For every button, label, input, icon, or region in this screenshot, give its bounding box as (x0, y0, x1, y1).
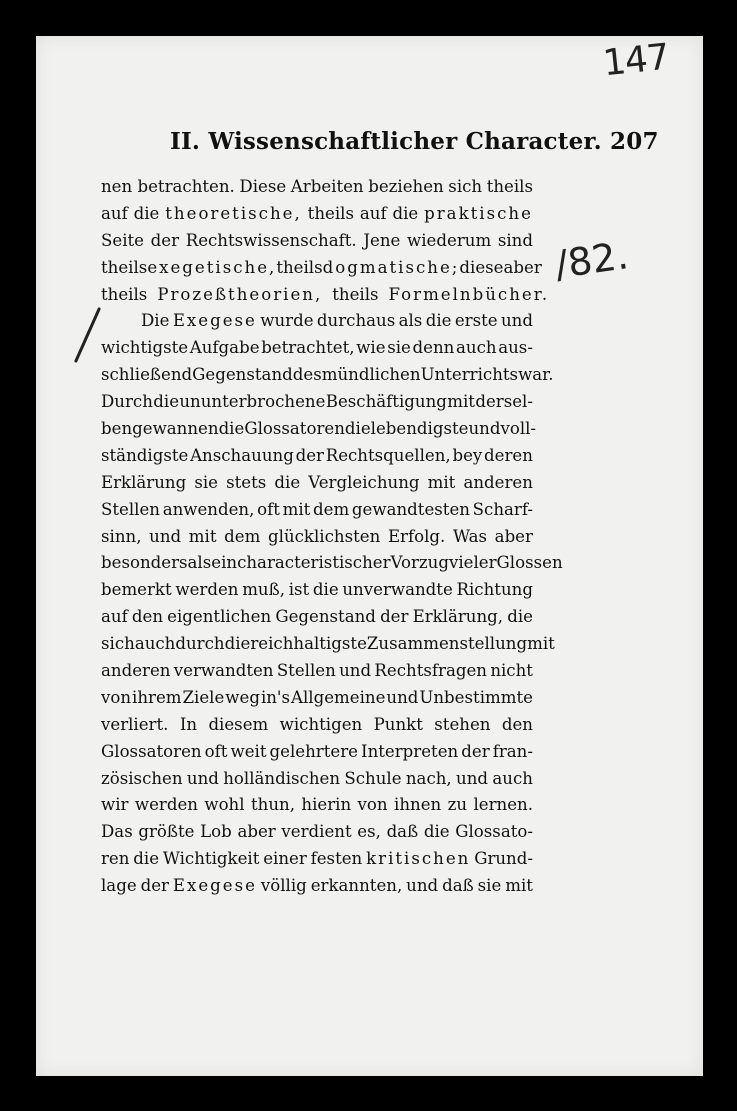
word: lage (101, 876, 137, 896)
word: aber (494, 526, 533, 546)
word: festen (310, 849, 363, 869)
word: Das (101, 822, 133, 842)
text-line (101, 524, 533, 551)
word: voll- (500, 419, 537, 439)
word: weit (230, 741, 267, 761)
handwritten-page-number: 147 (601, 36, 671, 85)
word: reichhaltigste (250, 634, 367, 654)
word: erkannten, (310, 876, 403, 896)
text-line (101, 604, 533, 631)
word: glücklichsten (268, 526, 381, 546)
word: anwenden, (162, 499, 255, 519)
word: Was (452, 526, 488, 546)
word: gewandtesten (351, 499, 470, 519)
text-line (101, 497, 533, 524)
word: Vorzug (390, 553, 449, 573)
word: besonders (101, 553, 188, 573)
word: Stellen (276, 661, 336, 681)
word: fran- (492, 741, 533, 761)
word: durch (175, 634, 225, 654)
word: dem (224, 526, 261, 546)
word: Gegenstand (275, 607, 376, 627)
word: dem (313, 499, 350, 519)
word: Durch (101, 392, 153, 412)
word: unverwandte (342, 580, 453, 600)
word: Seite (101, 230, 144, 250)
word: war. (518, 365, 554, 385)
word: sich (101, 634, 135, 654)
word: theils (332, 284, 379, 304)
word: Grund- (474, 849, 533, 869)
word: wiederum (407, 230, 492, 250)
text-line (101, 577, 533, 604)
handwritten-folio-number: /82. (552, 233, 631, 287)
word: und (500, 311, 533, 331)
word: aus- (498, 338, 533, 358)
word: Diese (239, 177, 287, 196)
word: die (423, 822, 450, 842)
word: von (357, 795, 388, 815)
text-line (101, 389, 533, 416)
word: Glossatoren (244, 419, 345, 439)
word: und (339, 661, 372, 681)
word: daß (442, 876, 474, 896)
word: und (456, 768, 489, 788)
word: beziehen (368, 177, 444, 196)
word: erste (454, 311, 498, 331)
word: ein (211, 553, 238, 573)
word: theils (101, 284, 148, 304)
word: und (149, 526, 182, 546)
word: Glossato- (455, 822, 533, 842)
word: betrachtet, (261, 338, 355, 358)
word: der (380, 607, 409, 627)
word: sich (448, 177, 483, 196)
word: nen betrachten. (101, 177, 235, 196)
word: mit (527, 634, 555, 654)
word: die (425, 311, 452, 331)
word: holländischen (223, 768, 341, 788)
word: mit (505, 876, 533, 896)
word: auch (134, 634, 176, 654)
running-header: II. Wissenschaftlicher Character. 207 (170, 128, 659, 155)
word: ist (288, 580, 310, 600)
text-line (101, 658, 533, 685)
word: sie (477, 876, 502, 896)
word: Stellen (101, 499, 160, 519)
word: Zusammenstellung (366, 634, 528, 654)
text-line (101, 308, 533, 335)
word: characteristischer (237, 553, 391, 573)
text-line (101, 873, 533, 900)
word: diese (459, 257, 504, 277)
word: völlig (260, 876, 307, 896)
text-line (101, 282, 550, 309)
word: theils (307, 203, 354, 223)
word: anderen (463, 472, 533, 492)
word: Vergleichung (308, 472, 420, 492)
word: werden (134, 795, 198, 815)
word: die (392, 203, 419, 223)
text-line (101, 416, 537, 443)
word: und (468, 419, 501, 439)
word: eigentlichen (167, 607, 272, 627)
word: mit (282, 499, 311, 519)
word: stets (226, 472, 267, 492)
word: denn (412, 338, 455, 358)
word: ren (101, 849, 130, 869)
word: oft (257, 499, 280, 519)
word: praktische (424, 203, 533, 223)
text-line (101, 362, 554, 389)
word: aber (503, 257, 542, 277)
text-line (101, 255, 542, 282)
word: sinn, (101, 526, 142, 546)
word: mündlichen (321, 365, 421, 385)
word: bemerkt (101, 580, 172, 600)
word: die (133, 203, 160, 223)
text-line (101, 335, 533, 362)
text-line (101, 712, 533, 739)
text-line (101, 846, 533, 873)
word: die (312, 580, 339, 600)
word: der (140, 876, 169, 896)
word: zösischen (101, 768, 183, 788)
word: wir (101, 795, 129, 815)
word: ununterbrochene (179, 392, 326, 412)
word: schließend (101, 365, 193, 385)
word: Exegese (172, 876, 257, 896)
word: mit (188, 526, 217, 546)
text-line (101, 631, 555, 658)
word: größte (138, 822, 195, 842)
word: Lob (200, 822, 232, 842)
text-line (101, 470, 533, 497)
word: Wichtigkeit (162, 849, 260, 869)
word: verwandten (173, 661, 274, 681)
word: anderen (101, 661, 171, 681)
word: auch (456, 338, 497, 358)
word: Punkt (373, 714, 423, 734)
word: Glossatoren (101, 741, 202, 761)
word: werden (175, 580, 239, 600)
word: verdient (281, 822, 352, 842)
word: lernen. (473, 795, 533, 815)
word: und (406, 876, 439, 896)
word: auch (492, 768, 533, 788)
word: und (186, 768, 219, 788)
word: stehen (434, 714, 491, 734)
word: und (386, 687, 419, 707)
word: Beschäftigung (325, 392, 447, 412)
word: oft (204, 741, 228, 761)
word: der (461, 741, 490, 761)
word: Prozeßtheorien, (157, 284, 323, 304)
word: Glossen (496, 553, 563, 573)
word: mit (447, 392, 475, 412)
word: als (398, 311, 423, 331)
word: mit (427, 472, 456, 492)
word: sind (497, 230, 533, 250)
word: wurde (260, 311, 314, 331)
text-line (101, 174, 533, 201)
word: verliert. (101, 714, 169, 734)
word: wie (356, 338, 386, 358)
text-line (101, 443, 533, 470)
body-text (101, 174, 563, 900)
word: theoretische, (165, 203, 302, 223)
word: Unterrichts (420, 365, 519, 385)
word: sie (194, 472, 218, 492)
word: ständigste (101, 445, 189, 465)
text-line (101, 819, 533, 846)
word: der (150, 230, 180, 250)
word: die (274, 472, 301, 492)
word: wichtigste (101, 338, 189, 358)
word: Exegese (172, 311, 257, 331)
word: vieler (448, 553, 497, 573)
word: Rechtswissenschaft. (185, 230, 357, 250)
word: Allgemeine (291, 687, 386, 707)
word: die (344, 419, 371, 439)
word: ihrem (132, 687, 182, 707)
word: Rechtsquellen, (325, 445, 451, 465)
word: Jene (363, 230, 401, 250)
word: kritischen (366, 849, 471, 869)
word: wohl (204, 795, 245, 815)
word: des (292, 365, 322, 385)
text-line (101, 685, 533, 712)
word: wichtigen (279, 714, 363, 734)
word: den (131, 607, 164, 627)
text-line (101, 766, 533, 793)
word: lebendigste (370, 419, 469, 439)
word: in's (260, 687, 291, 707)
word: Richtung (456, 580, 533, 600)
word: dersel- (475, 392, 533, 412)
word: als (187, 553, 212, 573)
word: Die (141, 311, 170, 331)
word: Ziele (182, 687, 225, 707)
word: den (501, 714, 533, 734)
word: gewannen (132, 419, 219, 439)
word: nicht (490, 661, 533, 681)
word: theils (486, 177, 533, 196)
word: deren (484, 445, 533, 465)
text-line (101, 739, 533, 766)
word: gelehrtere (269, 741, 358, 761)
word: die (218, 419, 245, 439)
word: dogmatische; (322, 257, 460, 277)
word: hierin (301, 795, 352, 815)
word: Unbestimmte (419, 687, 533, 707)
text-line (101, 201, 533, 228)
word: muß, (242, 580, 285, 600)
word: exegetische, (147, 257, 277, 277)
word: zu (447, 795, 468, 815)
word: diesem (208, 714, 269, 734)
word: theils (276, 257, 323, 277)
word: Scharf- (472, 499, 533, 519)
word: auf (359, 203, 387, 223)
word: bey (452, 445, 483, 465)
word: Rechtsfragen (374, 661, 487, 681)
text-line (101, 228, 533, 255)
word: Anschauung (190, 445, 294, 465)
word: von (101, 687, 132, 707)
word: einer (263, 849, 307, 869)
word: aber (237, 822, 276, 842)
word: Interpreten (361, 741, 459, 761)
word: theils (101, 257, 148, 277)
word: Formelnbücher. (388, 284, 550, 304)
text-line (101, 792, 533, 819)
word: nach, (405, 768, 452, 788)
word: weg (225, 687, 260, 707)
word: Erklärung (101, 472, 187, 492)
word: daß (386, 822, 419, 842)
word: Gegenstand (192, 365, 293, 385)
word: der (295, 445, 324, 465)
word: sie (387, 338, 411, 358)
word: ben (101, 419, 133, 439)
word: durchaus (316, 311, 396, 331)
word: auf (101, 203, 128, 223)
word: Schule (344, 768, 402, 788)
word: die (224, 634, 251, 654)
word: die (507, 607, 533, 627)
word: die (153, 392, 180, 412)
word: Arbeiten (290, 177, 364, 196)
word: es, (357, 822, 381, 842)
word: thun, (250, 795, 295, 815)
text-line (101, 550, 563, 577)
word: In (179, 714, 198, 734)
word: die (133, 849, 160, 869)
word: Aufgabe (189, 338, 260, 358)
word: Erfolg. (387, 526, 446, 546)
word: auf (101, 607, 128, 627)
word: ihnen (394, 795, 442, 815)
word: Erklärung, (412, 607, 504, 627)
